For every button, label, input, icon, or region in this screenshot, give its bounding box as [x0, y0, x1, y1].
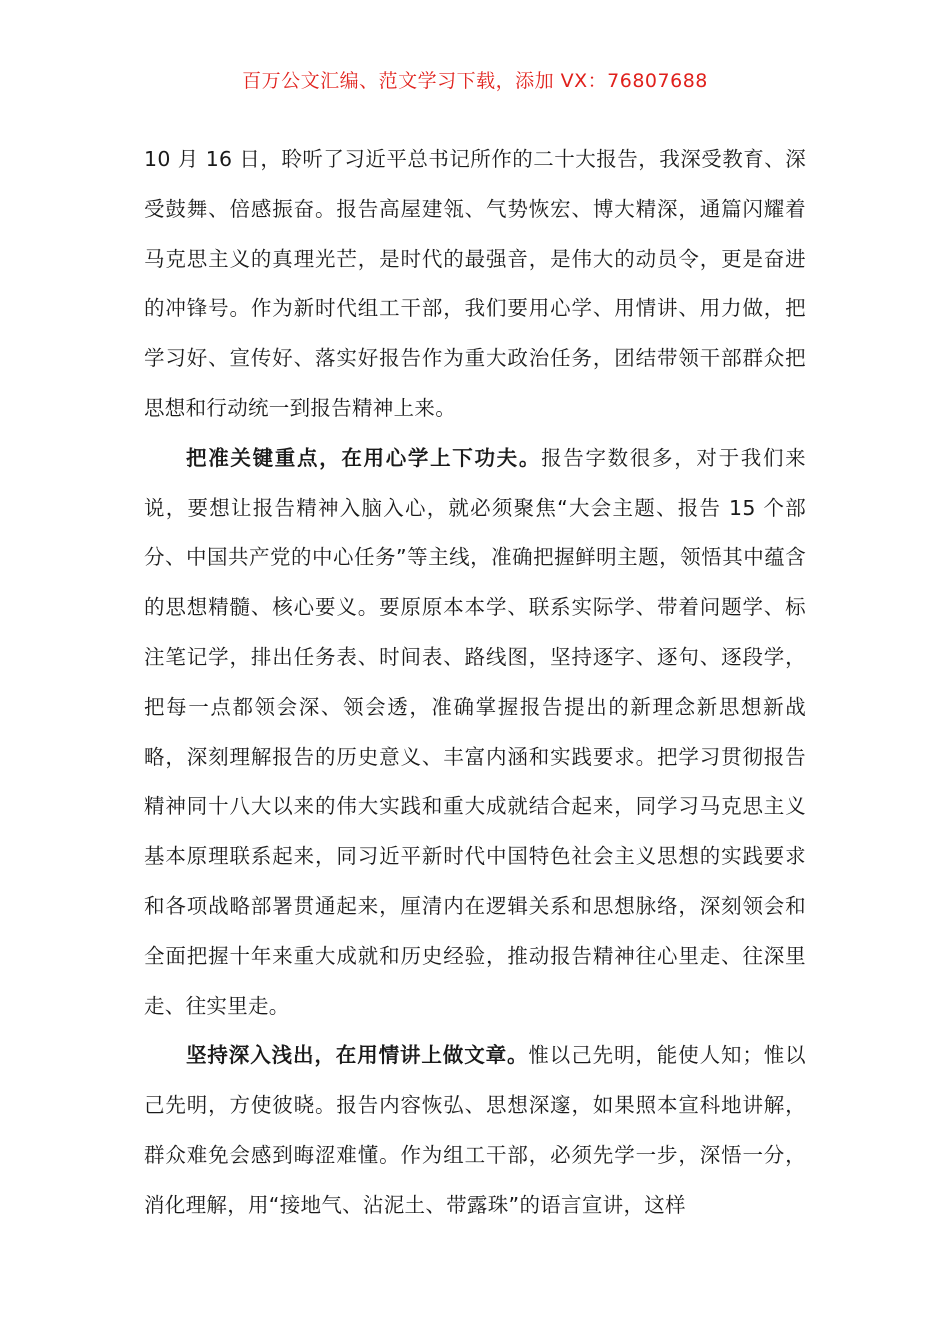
watermark-header: 百万公文汇编、范文学习下载，添加 VX：76807688: [242, 70, 708, 92]
paragraph-lead: 把准关键重点，在用心学上下功夫。: [186, 445, 542, 470]
paragraph-explain: [144, 1031, 806, 1230]
paragraph-study: [144, 434, 806, 1032]
paragraph-text: 10 月 16 日，聆听了习近平总书记所作的二十大报告，我深受教育、深受鼓舞、倍感振奋。报告高屋建瓴、气势恢宏、博大精深，通篇闪耀着马克思主义的真理光芒，是时代的最强音，是伟大的动员令，更是奋进的冲锋号。作为新时代组工干部，我们要用心学、用情讲、用力做，把学习好、宣传好、落实好报告作为重大政治任务，团结带领干部群众把思想和行动统一到报告精神上来。: [144, 147, 806, 420]
paragraph-text: 报告字数很多，对于我们来说，要想让报告精神入脑入心，就必须聚焦“大会主题、报告 15 个部分、中国共产党的中心任务”等主线，准确把握鲜明主题，领悟其中蕴含的思想精髓、核心要义。要原原本本学、联系实际学、带着问题学、标注笔记学，排出任务表、时间表、路线图，坚持逐字、逐句、逐段学，把每一点都领会深、领会透，准确掌握报告提出的新理念新思想新战略，深刻理解报告的历史意义、丰富内涵和实践要求。把学习贯彻报告精神同十八大以来的伟大实践和重大成就结合起来，同学习马克思主义基本原理联系起来，同习近平新时代中国特色社会主义思想的实践要求和各项战略部署贯通起来，厘清内在逻辑关系和思想脉络，深刻领会和全面把握十年来重大成就和历史经验，推动报告精神往心里走、往深里走、往实里走。: [144, 445, 806, 1018]
document-body: [144, 135, 806, 1231]
paragraph-text: 惟以己先明，能使人知；惟以己先明，方使彼晓。报告内容恢弘、思想深邃，如果照本宣科地讲解，群众难免会感到晦涩难懂。作为组工干部，必须先学一步，深悟一分，消化理解，用“接地气、沾泥土、带露珠”的语言宣讲，这样: [144, 1043, 806, 1217]
paragraph-lead: 坚持深入浅出，在用情讲上做文章。: [186, 1043, 529, 1068]
paragraph-intro: [144, 135, 806, 434]
